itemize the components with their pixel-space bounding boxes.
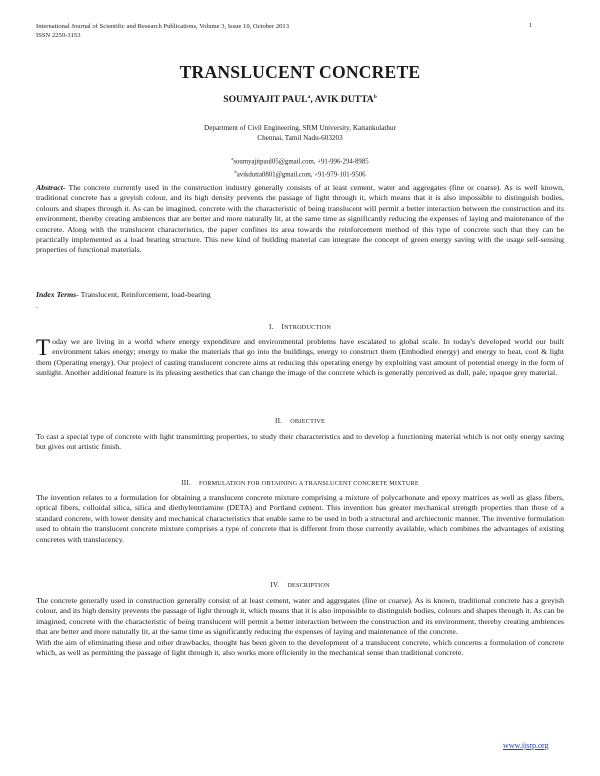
section-1-initial: I xyxy=(281,323,285,331)
section-heading-introduction xyxy=(0,323,600,331)
index-terms-text: - Translucent, Reinforcement, load-bearing xyxy=(76,290,211,299)
section-2-title: OBJECTIVE xyxy=(290,418,325,425)
introduction-text: oday we are living in a world where energy expenditure and environmental problems have escalated to global scale. In today's developed world our built environment takes energy; energy to make the materials that go into the buildings, energy to construct them (Embodied energy) and energy to heat, cool & light them (Operating energy). Our project of casting translucent concrete aims at reducing this operating energy by exploiting vast amount of potential energy in the form of sunlight. Another additional feature is its pleasing aesthetics that can change the image of the concrete which is generally perceived as dull, pale, opaque grey material. xyxy=(36,337,564,378)
running-header xyxy=(36,22,289,40)
description-paragraph-2: With the aim of eliminating these and other drawbacks, thought has been given to the development of a translucent concrete, which concerns a formulation of concrete which, as well as permitting the passage of light through it, also works more efficiently in the mechanical sense than traditional concrete. xyxy=(36,637,564,658)
email-line-1 xyxy=(0,154,600,167)
section-2-number: II. xyxy=(275,417,283,425)
author-separator: , xyxy=(310,94,315,106)
author-1-sup: a xyxy=(307,94,311,100)
description-section xyxy=(36,596,564,658)
section-3-title: FORMULATION FOR OBTAINING A TRANSLUCENT CONCRETE MIXTURE xyxy=(198,480,419,487)
section-1-title: NTRODUCTION xyxy=(284,324,332,331)
author-2: AVIK DUTTA xyxy=(314,94,374,106)
index-terms xyxy=(36,290,564,300)
index-terms-label: Index Terms xyxy=(36,290,77,299)
journal-website-link[interactable]: www.ijsrp.org xyxy=(503,741,549,750)
section-1-number: I. xyxy=(268,323,274,331)
introduction-paragraph xyxy=(36,337,564,379)
affiliation-line-1: Department of Civil Engineering, SRM University, Kattankulathur xyxy=(204,124,396,132)
contact-emails xyxy=(0,154,600,181)
journal-line: International Journal of Scientific and Research Publications, Volume 3, Issue 10, October 2013 xyxy=(36,23,290,30)
email-line-2 xyxy=(0,167,600,180)
email-1: soumyajitpaul05@gmail.com, +91-996-294-8985 xyxy=(233,158,369,166)
section-4-number: IV. xyxy=(270,581,280,589)
section-3-number: III. xyxy=(181,479,191,487)
objective-paragraph: To cast a special type of concrete with light transmitting properties, to study their characteristics and to develop a functioning material which is not only energy saving but gives out artistic finish. xyxy=(36,432,564,452)
issn-line: ISSN 2250-3153 xyxy=(36,32,81,39)
abstract-label: Abstract- xyxy=(36,183,66,192)
stray-dot: . xyxy=(36,302,38,310)
email-2-sup: b xyxy=(234,169,237,175)
author-2-sup: b xyxy=(373,94,377,100)
affiliation xyxy=(0,123,600,143)
description-paragraph-1: The concrete generally used in construction generally consist of at least cement, water and aggregates (fine or coarse). As is known, traditional concrete has a greyish colour, and its high density prevents the passage of light through it, which means that it is also impossible to distinguish bodies, colours and shapes through it. As can be imagined, concrete with the characteristic of being translucent will permit a better interaction between the construction and its environment, thereby creating ambiences that are better and more naturally lit, at the same time as significantly reducing the expenses of laying and maintenance of the concrete. xyxy=(36,596,564,637)
author-line xyxy=(0,94,600,105)
abstract-text: The concrete currently used in the construction industry generally consists of at least cement, water and aggregates (fine or coarse). As is well known, traditional concrete has a greyish colour, and its high density prevents the passage of light through it, which means that it is also impossible to distinguish bodies, colours and shapes through it. As can be imagined, concrete with the characteristic of being translucent will permit a better interaction between the construction and its environment, thereby creating ambiences that are better and more naturally lit, at the same time as significantly reducing the expenses of laying and maintenance of the concrete. Along with the translucent characteristics, the paper confines its area towards the reinforcement method of this type of concrete such that they can be practically implemented as a load bearing structure. This new kind of building material can integrate the concept of green energy saving with the usage self-sensing properties of functional materials. xyxy=(36,183,564,255)
email-2: avikdutta0801@gmail.com, +91-979-101-9506 xyxy=(236,171,366,179)
page-number: 1 xyxy=(529,22,533,29)
email-1-sup: a xyxy=(231,156,234,161)
section-heading-formulation xyxy=(0,479,600,487)
author-1: SOUMYAJIT PAUL xyxy=(223,94,308,106)
drop-cap: T xyxy=(36,335,51,360)
abstract xyxy=(36,183,564,256)
formulation-paragraph: The invention relates to a formulation for obtaining a translucent concrete mixture comprising a mixture of polycarbonate and epoxy matrices as well as glass fibers, optical fibers, colloidal silica, silica and diethylentriamine (DETA) and Portland cement. This invention has greater mechanical strength properties than those of a standard concrete, with lower density and mechanical characteristics that enable same to be used in both a structural and archiectonic manner. The inventive formulation used to obtain the translucent concrete mixture comprises a type of concrete that is different from those currently available, which combines the advantages of existing concretes with translucency. xyxy=(36,493,564,544)
section-heading-objective xyxy=(0,417,600,425)
affiliation-line-2: Chennai, Tamil Nadu-603203 xyxy=(257,134,343,142)
paper-title: TRANSLUCENT CONCRETE xyxy=(179,62,421,82)
section-4-title: DESCRIPTION xyxy=(287,582,330,589)
section-heading-description xyxy=(0,581,600,589)
